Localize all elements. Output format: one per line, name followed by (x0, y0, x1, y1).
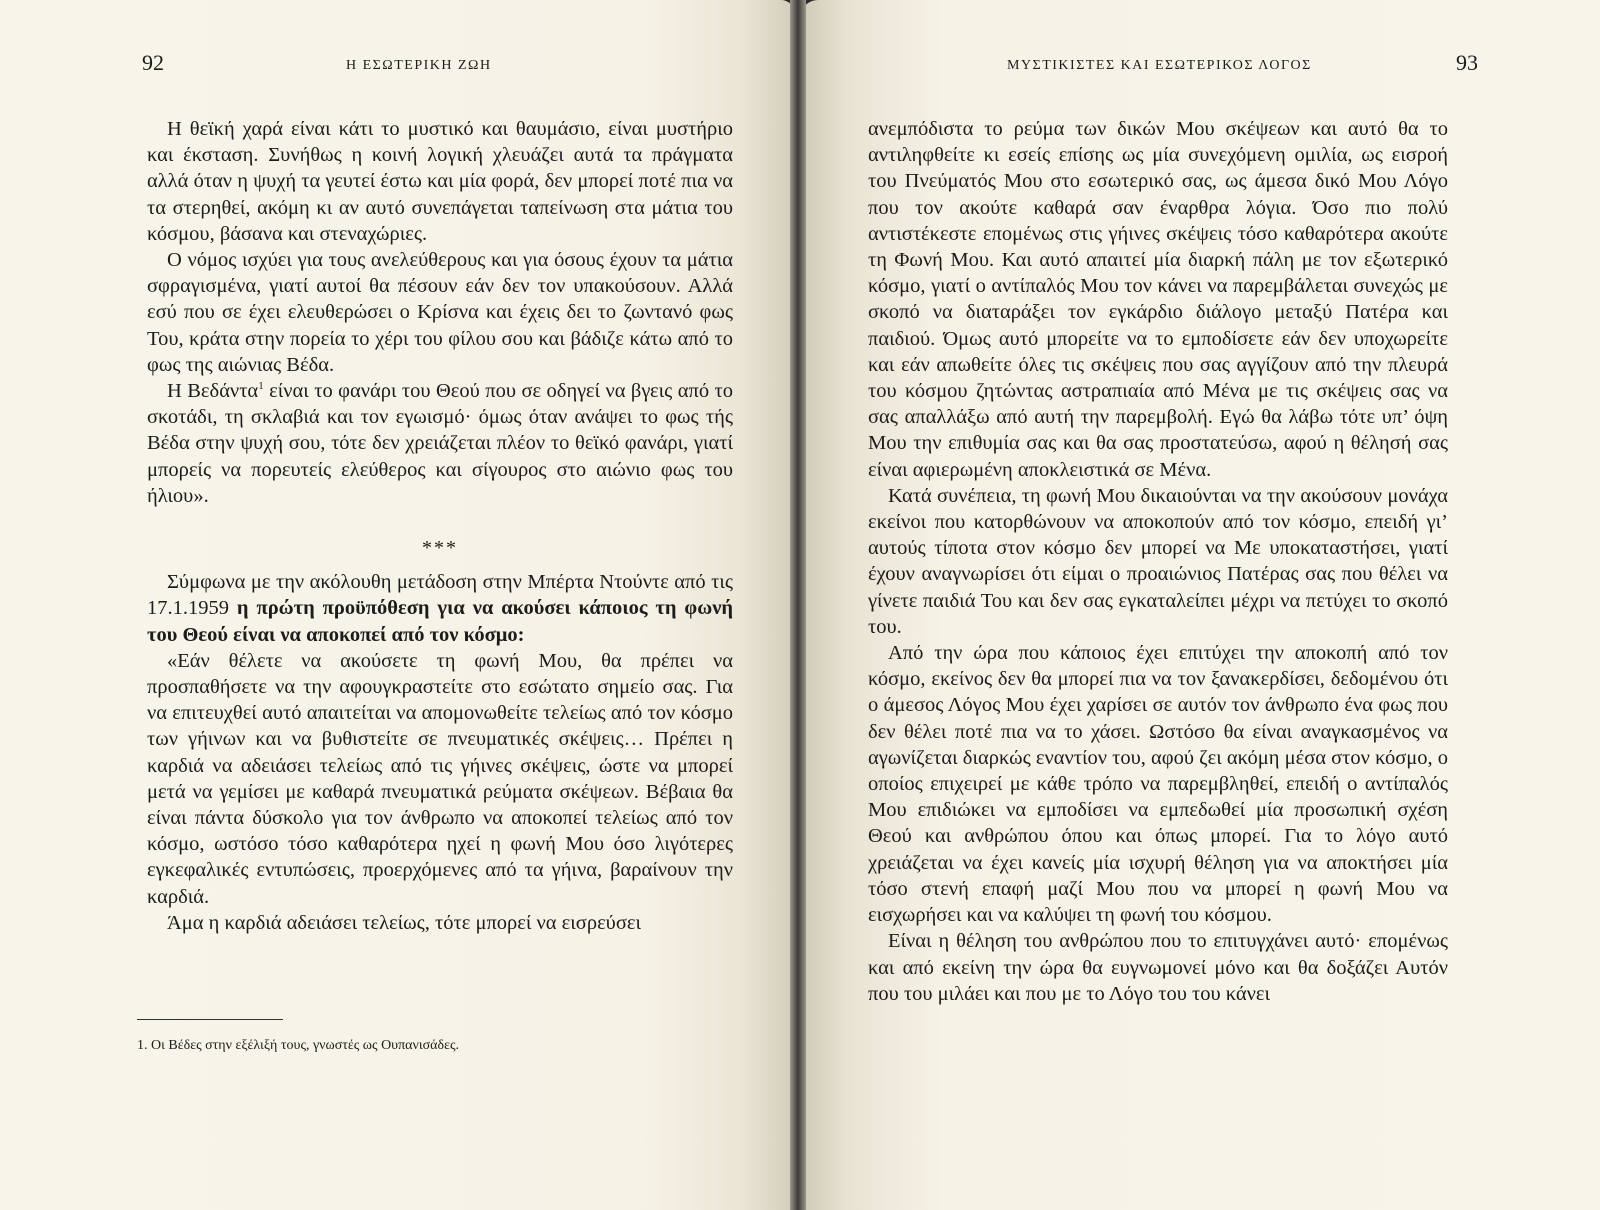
paragraph: Η θεϊκή χαρά είναι κάτι το μυστικό και θαυμάσιο, είναι μυστήριο και έκσταση. Συνήθως η κοινή λογική χλευάζει αυτά τα πράγματα αλλά όταν η ψυχή τα γευτεί έστω και μία φορά, δεν μπορεί ποτέ πια να τα στερηθεί, ακόμη κι αν αυτό συνεπάγεται ταπείνωση στα μάτια του κόσμου, βάσανα και στεναχώριες. (147, 118, 733, 245)
paragraph: Ο νόμος ισχύει για τους ανελεύθερους και για όσους έχουν τα μάτια σφραγισμένα, γιατί αυτοί θα πέσουν εάν δεν τον υπακούσουν. Αλλά εσύ που σε έχει ελευθερώσει ο Κρίσνα και έχεις δει το ζωντανό φως Του, κράτα στην πορεία το χέρι του φίλου σου και βάδιζε κάτω από το φως της αιώνιας Βέδα. (147, 249, 733, 376)
paragraph: ανεμπόδιστα το ρεύμα των δικών Μου σκέψεων και αυτό θα το αντιληφθείτε κι εσείς επίσης ως μία συνεχόμενη ομιλία, ως εισροή του Πνεύματός Μου στο εσωτερικό σας, ως άμεσα δικό Μου Λόγο που τον ακούτε καθαρά σαν έναρθρα λόγια. Όσο πιο πολύ αντιστέκεστε επομένως στις γήινες σκέψεις τόσο καθαρότερα ακούτε τη Φωνή Μου. Και αυτό απαιτεί μία διαρκή πάλη με τον εξωτερικό κόσμο, γιατί ο αντίπαλός Μου τον κάνει να παρεμβάλεται συνεχώς με σκοπό να διαταράξει τον εγκάρδιο διάλογο μεταξύ Πατέρα και παιδιού. Όμως αυτό μπορείτε να το εμποδίσετε εάν δεν υποχωρείτε και εάν απωθείτε όλες τις σκέψεις που σας αγγίζουν από την πλευρά του κόσμου ζητώντας αστραπιαία από Μένα με τις σκέψεις σας να σας απαλλάξω από αυτή την παρεμβολή. Εγώ θα λάβω τότε υπ’ όψη Μου την επιθυμία σας και θα σας προστατεύσω, αφού η θέλησή σας είναι αφιερωμένη αποκλειστικά σε Μένα. (868, 118, 1448, 481)
running-title: Η ΕΣΩΤΕΡΙΚΗ ΖΩΗ (346, 58, 492, 73)
footnote-rule (137, 1019, 283, 1020)
paragraph: Άμα η καρδιά αδειάσει τελείως, τότε μπορεί να εισρεύσει (167, 911, 642, 934)
left-page-header (0, 50, 795, 86)
paragraph: «Εάν θέλετε να ακούσετε τη φωνή Μου, θα πρέπει να προσπαθήσετε να την αφουγκραστείτε στο εσώτατο σημείο σας. Για να επιτευχθεί αυτό απαιτείται να απομονωθείτε τελείως από τον κόσμο των γήινων και να βυθιστείτε σε πνευματικές σκέψεις… Πρέπει η καρδιά να αδειάσει τελείως από τις γήινες σκέψεις, ώστε να μπορεί μετά να γεμίσει με καθαρά πνευματικά ρεύματα σκέψεων. Βέβαια θα είναι πάντα δύσκολο για τον άνθρωπο να αποκοπεί τελείως από τον κόσμο, ωστόσο τόσο καθαρότερα ηχεί η φωνή Μου όσο λιγότερες εγκεφαλικές εντυπώσεις, προερχόμενες από τα γήινα, βαραίνουν την καρδιά. (147, 649, 733, 908)
page-number: 92 (142, 50, 164, 75)
paragraph-text: Σύμφωνα με την ακόλουθη μετάδοση στην Μπέρτα Ντούντε από τις 17.1.1959 (147, 571, 733, 620)
right-page (800, 0, 1600, 1210)
section-separator: *** (422, 537, 458, 560)
paragraph: Από την ώρα που κάποιος έχει επιτύχει την αποκοπή από τον κόσμο, εκείνος δεν θα μπορεί πια να τον ξανακερδίσει, δεδομένου ότι ο άμεσος Λόγος Μου έχει χαρίσει σε αυτόν τον άνθρωπο ένα φως που δεν θέλει ποτέ πια να το χάσει. Ωστόσο θα είναι αναγκασμένος να αγωνίζεται διαρκώς εναντίον του, αφού ζει ακόμη μέσα στον κόσμο, ο οποίος επιχειρεί με κάθε τρόπο να παρεμβληθεί, επειδή ο αντίπαλός Μου επιδιώκει να εμποδίσει να εμπεδωθεί μία προσωπική σχέση Θεού και ανθρώπου όπου και όπως μπορεί. Για το λόγο αυτό χρειάζεται να έχει κανείς μία ισχυρή θέληση για να αποκτήσει μία τόσο στενή επαφή μαζί Μου που να μπορεί η φωνή Μου να εισχωρήσει και να καλύψει τη φωνή του κόσμου. (868, 642, 1448, 927)
bold-text: η πρώτη προϋπόθεση για να ακούσει κάποιος τη φωνή του Θεού είναι να αποκοπεί από τον κόσμο: (147, 597, 733, 646)
left-page (0, 0, 795, 1210)
running-title: ΜΥΣΤΙΚΙΣΤΕΣ ΚΑΙ ΕΣΩΤΕΡΙΚΟΣ ΛΟΓΟΣ (1007, 58, 1312, 73)
paragraph (147, 569, 733, 648)
right-page-header (800, 50, 1600, 86)
paragraph (147, 378, 733, 509)
paragraph: Κατά συνέπεια, τη φωνή Μου δικαιούνται να την ακούσουν μονάχα εκείνοι που κατορθώνουν να αποκοπούν από τον κόσμο, επειδή γι’ αυτούς τίποτα στον κόσμο δεν μπορεί να Με υποκαταστήσει, γιατί έχουν αναγνωρίσει ότι είμαι ο προαιώνιος Πατέρας σας που θέλει να γίνετε παιδιά Του και δεν σας εγκαταλείπει μέχρι να πετύχει το σκοπό του. (868, 484, 1448, 638)
right-page-body (868, 116, 1448, 1007)
paragraph-text: είναι το φανάρι του Θεού που σε οδηγεί να βγεις από το σκοτάδι, τη σκλαβιά και τον εγωισμό· όμως όταν ανάψει το φως τής Βέδα στην ψυχή σου, τότε δεν χρειάζεται πλέον το θεϊκό φανάρι, γιατί μπορείς να πορευτείς ελεύθερος και σίγουρος στο αιώνιο φως του ήλιου». (147, 380, 733, 507)
footnote: 1. Οι Βέδες στην εξέλιξή τους, γνωστές ως Ουπανισάδες. (137, 1038, 460, 1053)
page-number: 93 (1456, 50, 1478, 75)
left-page-body (147, 116, 733, 936)
book-gutter (790, 0, 806, 1210)
paragraph: Είναι η θέληση του ανθρώπου που το επιτυγχάνει αυτό· επομένως και από εκείνη την ώρα θα ευγνωμονεί μόνο και θα δοξάζει Αυτόν που του μιλάει και που με το Λόγο του του κάνει (868, 930, 1448, 1005)
footnote-marker: 1 (258, 380, 264, 393)
paragraph-text: Η Βεδάντα (167, 380, 259, 403)
